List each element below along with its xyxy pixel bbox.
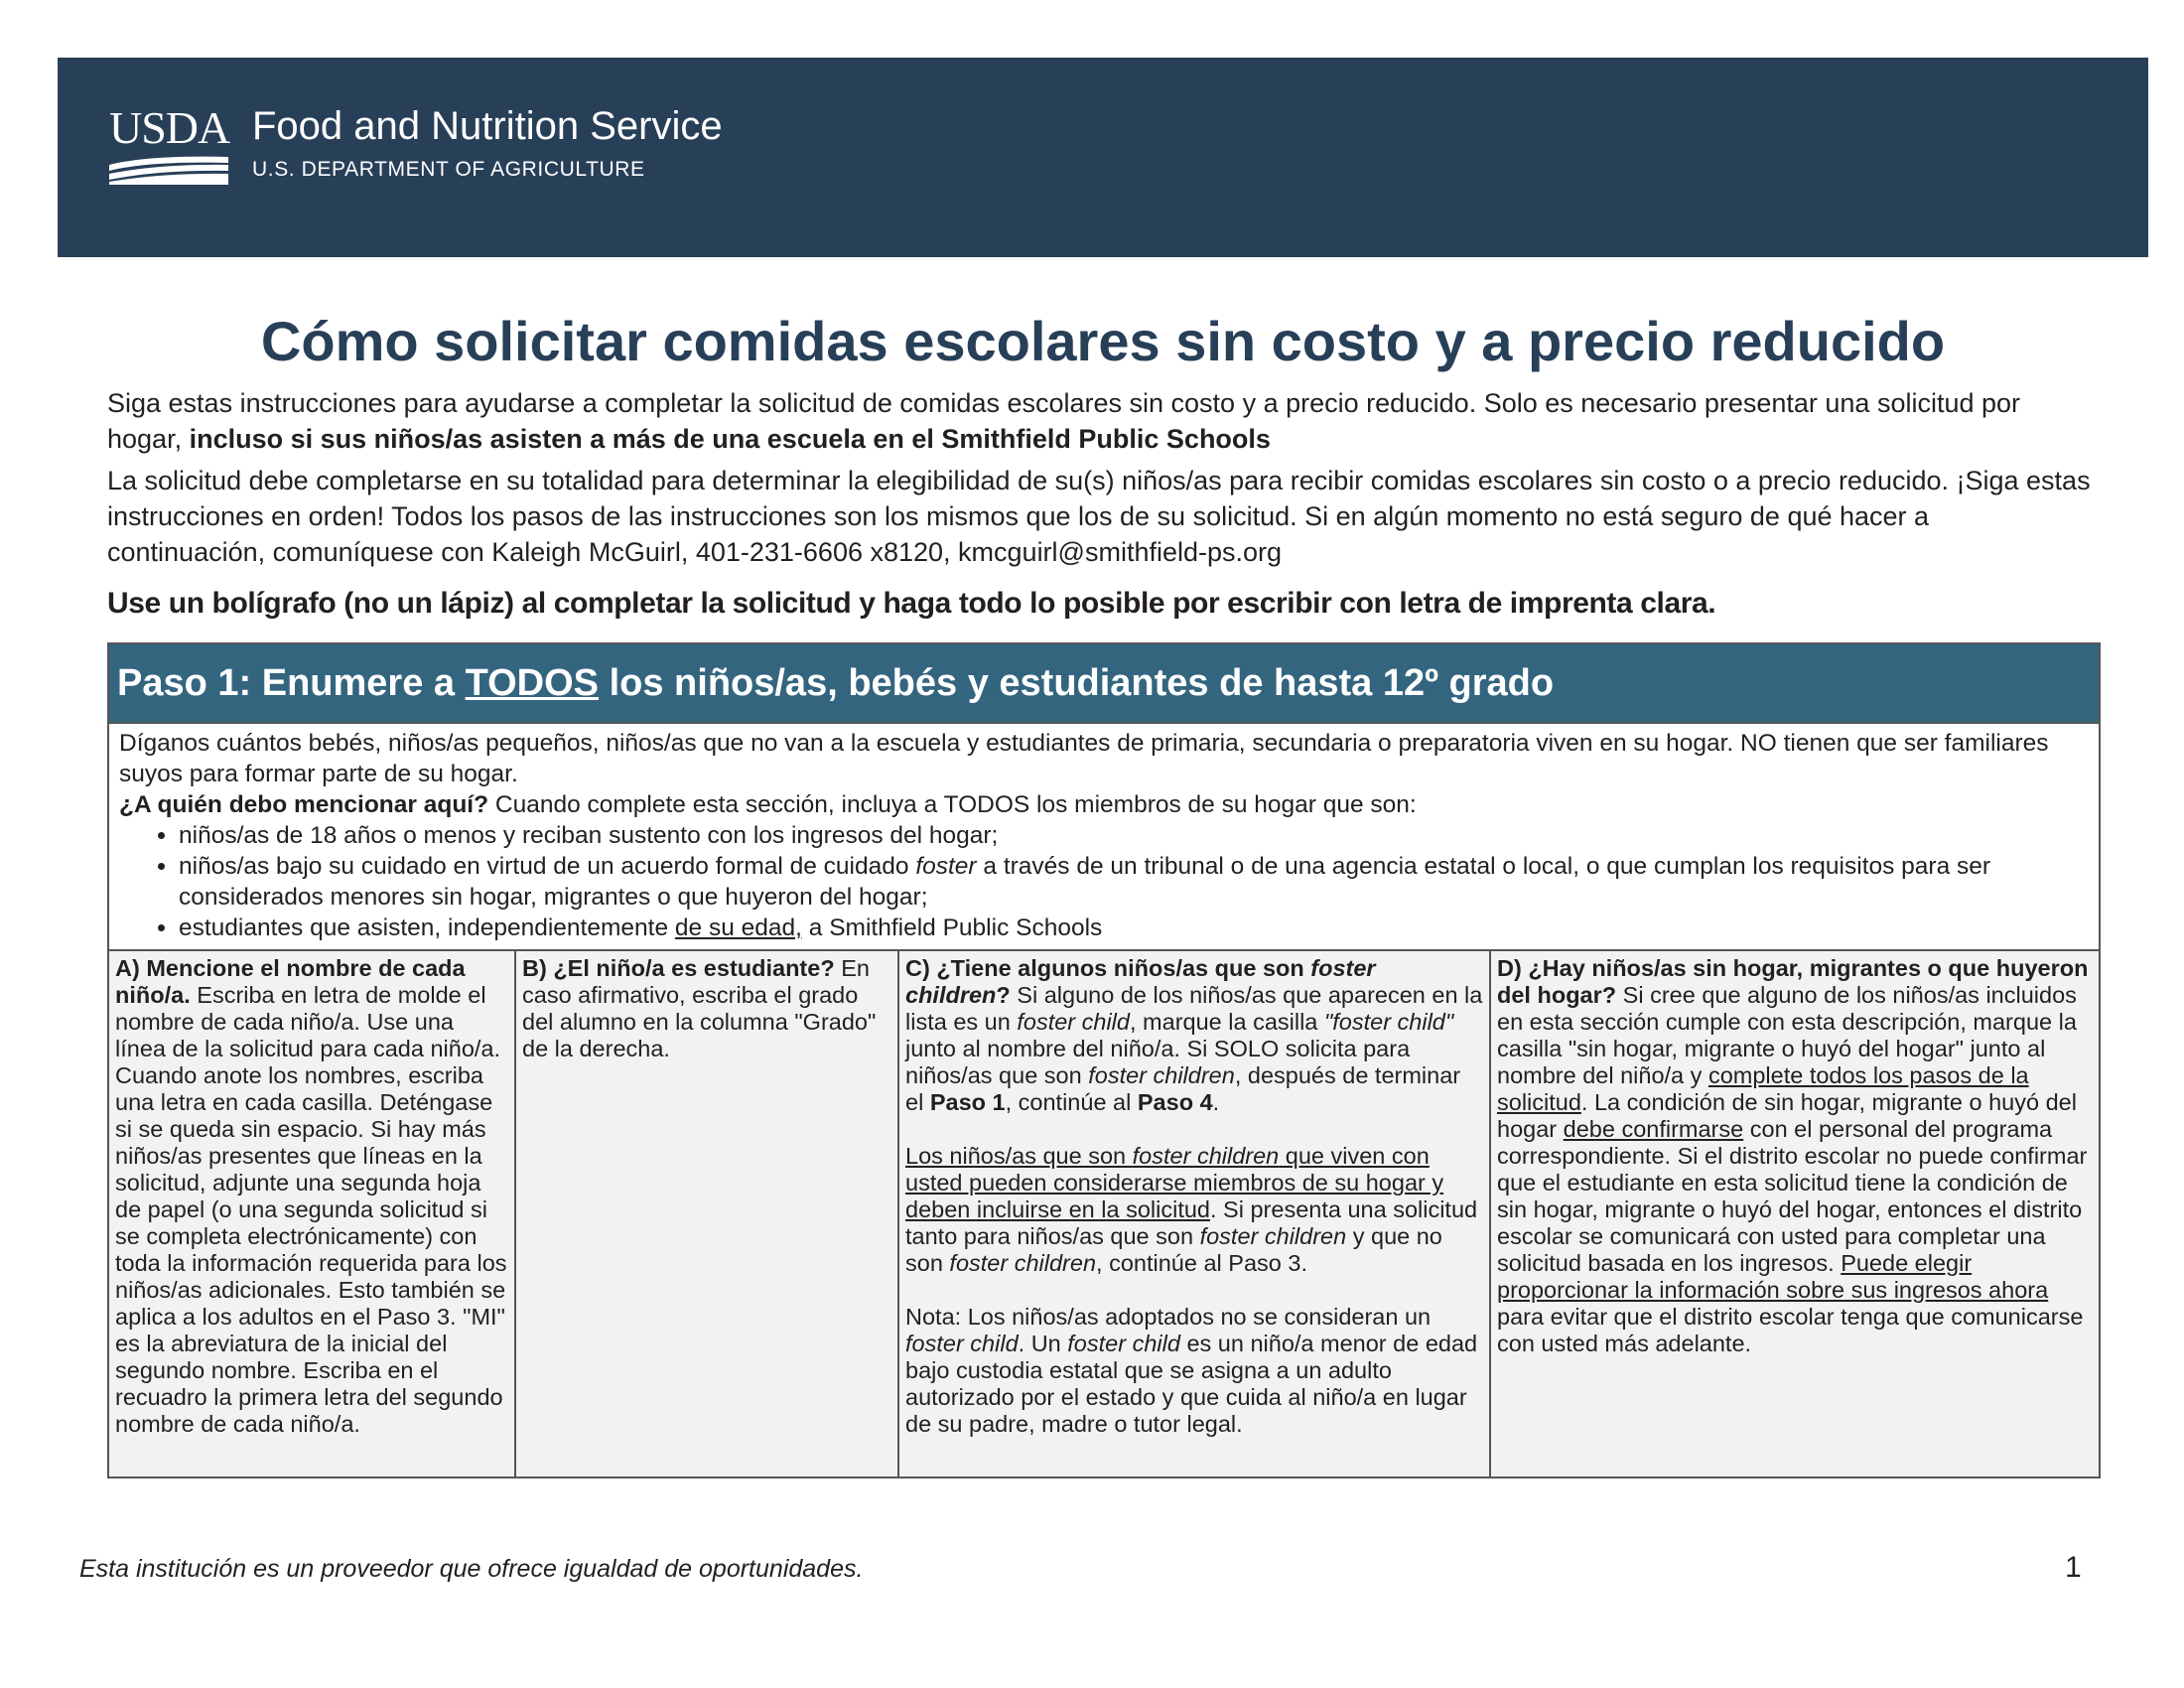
intro-paragraph-2: La solicitud debe completarse en su totalidad para determinar la elegibilidad de su(s) niños/as para recibir comidas escolares sin costo o a precio reducido. ¡Siga estas instrucciones en orden! Todos los pasos de las instrucciones son los mismos que los de su solicitud. Si en algún momento no está seguro de qué hacer a continuación, comuníquese con Kaleigh McGuirl, 401-231-6606 x8120, kmcguirl@smithfield-ps.org [107, 466, 2091, 567]
list-item [179, 851, 2089, 913]
step-1-heading-underline: TODOS [465, 662, 600, 704]
column-d-heading: D) ¿Hay niños/as sin hogar, migrantes o que huyeron del hogar? [1497, 955, 2089, 1008]
intro-text: Siga estas instrucciones para ayudarse a completar la solicitud de comidas escolares sin costo y a precio reducido. Solo es necesario presentar una solicitud por hogar, [107, 388, 2021, 454]
column-a-child-names [109, 951, 516, 1477]
text: junto al nombre del niño/a. Si SOLO solicita para niños/as que son [905, 1036, 1411, 1088]
list-item-underline: de su edad, [674, 914, 802, 941]
column-c-foster-children [899, 951, 1491, 1477]
underline: complete todos los pasos de la solicitud [1497, 1062, 2029, 1115]
header-banner [58, 58, 2148, 257]
text: . Si presenta una solicitud tanto para niños/as que son [905, 1196, 1478, 1249]
column-c-heading-post: ? [996, 982, 1011, 1008]
column-b-body: En caso afirmativo, escriba el grado del alumno en la columna "Grado" de la derecha. [522, 955, 877, 1061]
emphasis: foster children [1199, 1223, 1347, 1249]
list-item-text: a Smithfield Public Schools [801, 914, 1103, 941]
column-b-text [522, 955, 891, 1062]
step-1-heading-pre: Paso 1: Enumere a [117, 662, 466, 704]
emphasis: foster child [1017, 1009, 1130, 1035]
list-item-text: niños/as bajo su cuidado en virtud de un acuerdo formal de cuidado [179, 853, 916, 880]
who-to-list-text: Cuando complete esta sección, incluya a TODOS los miembros de su hogar que son: [488, 791, 1417, 818]
step-1-heading [109, 644, 2099, 724]
text: , después de terminar el [905, 1062, 1461, 1115]
text: para evitar que el distrito escolar tenga que comunicarse con usted más adelante. [1497, 1304, 2084, 1356]
usda-logo-fields-icon [109, 151, 228, 185]
column-a-body: Escriba en letra de molde el nombre de cada niño/a. Use una línea de la solicitud para cada niño/a. Cuando anote los nombres, escriba una letra en cada casilla. Deténgase si se queda sin espacio. Si hay más niños/as presentes que líneas en la solicitud, adjunte una segunda hoja de papel (o una segunda solicitud si se completa electrónicamente) con toda la información requerida para los niños/as adicionales. Esto también se aplica a los adultos en el Paso 3. "MI" es la abreviatura de la inicial del segundo nombre. Escriba en el recuadro la primera letra del segundo nombre de cada niño/a. [115, 982, 507, 1437]
step-1-heading-post: los niños/as, bebés y estudiantes de hasta 12º grado [599, 662, 1555, 704]
bold: Paso 4 [1137, 1089, 1213, 1115]
page-title: Cómo solicitar comidas escolares sin costo y a precio reducido [260, 310, 1946, 372]
instruction-columns [109, 951, 2099, 1477]
text: y que no son [905, 1223, 1442, 1276]
column-d-text [1497, 955, 2089, 1357]
emphasis: foster child [905, 1331, 1019, 1356]
intro-bold-text: incluso si sus niños/as asisten a más de una escuela en el Smithfield Public Schools [189, 424, 1271, 454]
text: con el personal del programa correspondiente. Si el distrito escolar no puede confirmar que el estudiante en esta solicitud tiene la condición de sin hogar, migrante o huyó del hogar, entonces el distrito escolar se comunicará con usted para completar una solicitud basada en los ingresos. [1497, 1116, 2088, 1276]
column-c-heading-pre: C) ¿Tiene algunos niños/as que son [905, 955, 1311, 981]
column-c-heading-emphasis: foster children [905, 955, 1376, 1008]
who-to-list [119, 789, 2089, 820]
department-name: U.S. DEPARTMENT OF AGRICULTURE [252, 158, 645, 181]
underline: Los niños/as que son [905, 1143, 1133, 1169]
column-c-paragraph-1 [905, 955, 1483, 1116]
column-b-student [516, 951, 899, 1477]
pen-instruction: Use un bolígrafo (no un lápiz) al completar la solicitud y haga todo lo posible por escribir con letra de imprenta clara. [107, 587, 1716, 620]
column-c-paragraph-3 [905, 1304, 1483, 1438]
intro-paragraph-1 [107, 385, 2093, 457]
underline-emphasis: foster children [1132, 1143, 1280, 1169]
step-1-description [109, 724, 2099, 951]
text: . [1212, 1089, 1220, 1115]
emphasis: foster child [1067, 1331, 1180, 1356]
emphasis: foster children [949, 1250, 1097, 1276]
bold: Paso 1 [929, 1089, 1006, 1115]
text: Si cree que alguno de los niños/as incluidos en esta sección cumple con esta descripción, marque la casilla "sin hogar, migrante o huyó del hogar" junto al nombre del niño/a y [1497, 982, 2077, 1088]
underline: debe confirmarse [1563, 1116, 1744, 1142]
list-item [179, 913, 2089, 943]
text: , marque la casilla [1129, 1009, 1324, 1035]
usda-logo-text: USDA [109, 102, 230, 153]
emphasis: "foster child" [1323, 1009, 1454, 1035]
text: Si alguno de los niños/as que aparecen en la lista es un [905, 982, 1483, 1035]
eligibility-list [119, 820, 2089, 943]
column-c-paragraph-2 [905, 1143, 1483, 1277]
text: , continúe al [1005, 1089, 1138, 1115]
equal-opportunity-statement: Esta institución es un proveedor que ofrece igualdad de oportunidades. [79, 1555, 864, 1583]
usda-logo [109, 102, 230, 187]
list-item-text: estudiantes que asisten, independientemente [179, 914, 675, 941]
who-to-list-question: ¿A quién debo mencionar aquí? [119, 791, 489, 818]
text: . Un [1018, 1331, 1068, 1356]
list-item-text: niños/as de 18 años o menos y reciban sustento con los ingresos del hogar; [179, 822, 999, 849]
underline: Puede elegir proporcionar la información sobre sus ingresos ahora [1497, 1250, 2049, 1303]
list-item-emphasis: foster [915, 853, 977, 880]
step-1-body-paragraph: Díganos cuántos bebés, niños/as pequeños, niños/as que no van a la escuela y estudiantes de primaria, secundaria o preparatoria viven en su hogar. NO tienen que ser familiares suyos para formar parte de su hogar. [119, 730, 2049, 787]
underline: que viven con usted pueden considerarse miembros de su hogar y deben incluirse en la solicitud [905, 1143, 1444, 1222]
column-a-heading: A) Mencione el nombre de cada niño/a. [115, 955, 466, 1008]
column-d-homeless-migrant [1491, 951, 2095, 1477]
list-item [179, 820, 2089, 851]
emphasis: foster children [1088, 1062, 1235, 1088]
list-item-text: a través de un tribunal o de una agencia estatal o local, o que cumplan los requisitos para ser considerados menores sin hogar, migrantes o que huyeron del hogar; [179, 853, 1991, 911]
text: es un niño/a menor de edad bajo custodia estatal que se asigna a un adulto autorizado por el estado y que cuida al niño/a en lugar de su padre, madre o tutor legal. [905, 1331, 1478, 1437]
text: . La condición de sin hogar, migrante o huyó del hogar [1497, 1089, 2077, 1142]
text: Nota: Los niños/as adoptados no se consideran un [905, 1304, 1432, 1330]
agency-name: Food and Nutrition Service [252, 104, 723, 148]
column-b-heading: B) ¿El niño/a es estudiante? [522, 955, 835, 981]
text: , continúe al Paso 3. [1096, 1250, 1307, 1276]
step-1-section [107, 642, 2101, 1478]
page-number: 1 [2065, 1551, 2082, 1584]
column-a-text [115, 955, 508, 1438]
